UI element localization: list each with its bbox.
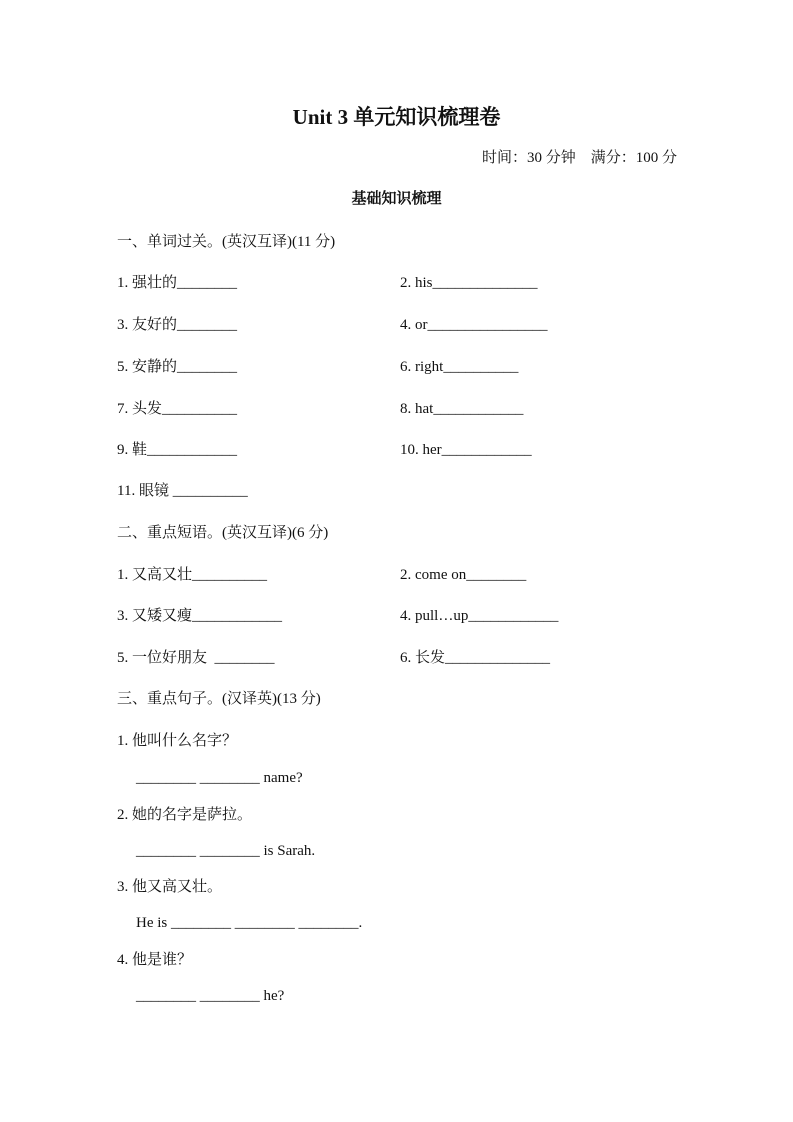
vocab-item: 10. her____________ <box>400 442 532 458</box>
vocab-item: 8. hat____________ <box>400 401 524 417</box>
section-subtitle: 基础知识梳理 <box>351 191 442 207</box>
sentence-answer: He is ________ ________ ________. <box>136 915 363 931</box>
page-title: Unit 3 单元知识梳理卷 <box>292 105 501 129</box>
sentence-question: 2. 她的名字是萨拉。 <box>117 807 253 823</box>
vocab-item: 11. 眼镜 __________ <box>117 483 248 499</box>
sentence-question: 3. 他又高又壮。 <box>117 879 223 895</box>
vocab-item: 7. 头发__________ <box>117 401 238 417</box>
vocab-item: 1. 强壮的________ <box>117 275 238 291</box>
sentence-answer: ________ ________ he? <box>136 988 285 1004</box>
phrase-item: 1. 又高又壮__________ <box>117 567 268 583</box>
section-heading: 三、重点句子。(汉译英)(13 分) <box>117 691 321 707</box>
sentence-question: 1. 他叫什么名字？ <box>117 733 238 749</box>
vocab-item: 6. right__________ <box>400 359 519 375</box>
phrase-item: 4. pull…up____________ <box>400 608 559 624</box>
sentence-question: 4. 他是谁？ <box>117 952 193 968</box>
vocab-item: 3. 友好的________ <box>117 317 238 333</box>
phrase-item: 5. 一位好朋友 ________ <box>117 650 275 666</box>
section-heading: 一、单词过关。(英汉互译)(11 分) <box>117 234 336 250</box>
vocab-item: 2. his______________ <box>400 275 538 291</box>
phrase-item: 6. 长发______________ <box>400 650 551 666</box>
vocab-item: 4. or________________ <box>400 317 548 333</box>
vocab-item: 9. 鞋____________ <box>117 442 238 458</box>
vocab-item: 5. 安静的________ <box>117 359 238 375</box>
phrase-item: 3. 又矮又瘦____________ <box>117 608 283 624</box>
sentence-answer: ________ ________ is Sarah. <box>136 843 316 859</box>
time-score-info: 时间：30 分钟 满分：100 分 <box>481 150 677 166</box>
phrase-item: 2. come on________ <box>400 567 527 583</box>
sentence-answer: ________ ________ name? <box>136 770 303 786</box>
section-heading: 二、重点短语。(英汉互译)(6 分) <box>117 525 329 541</box>
